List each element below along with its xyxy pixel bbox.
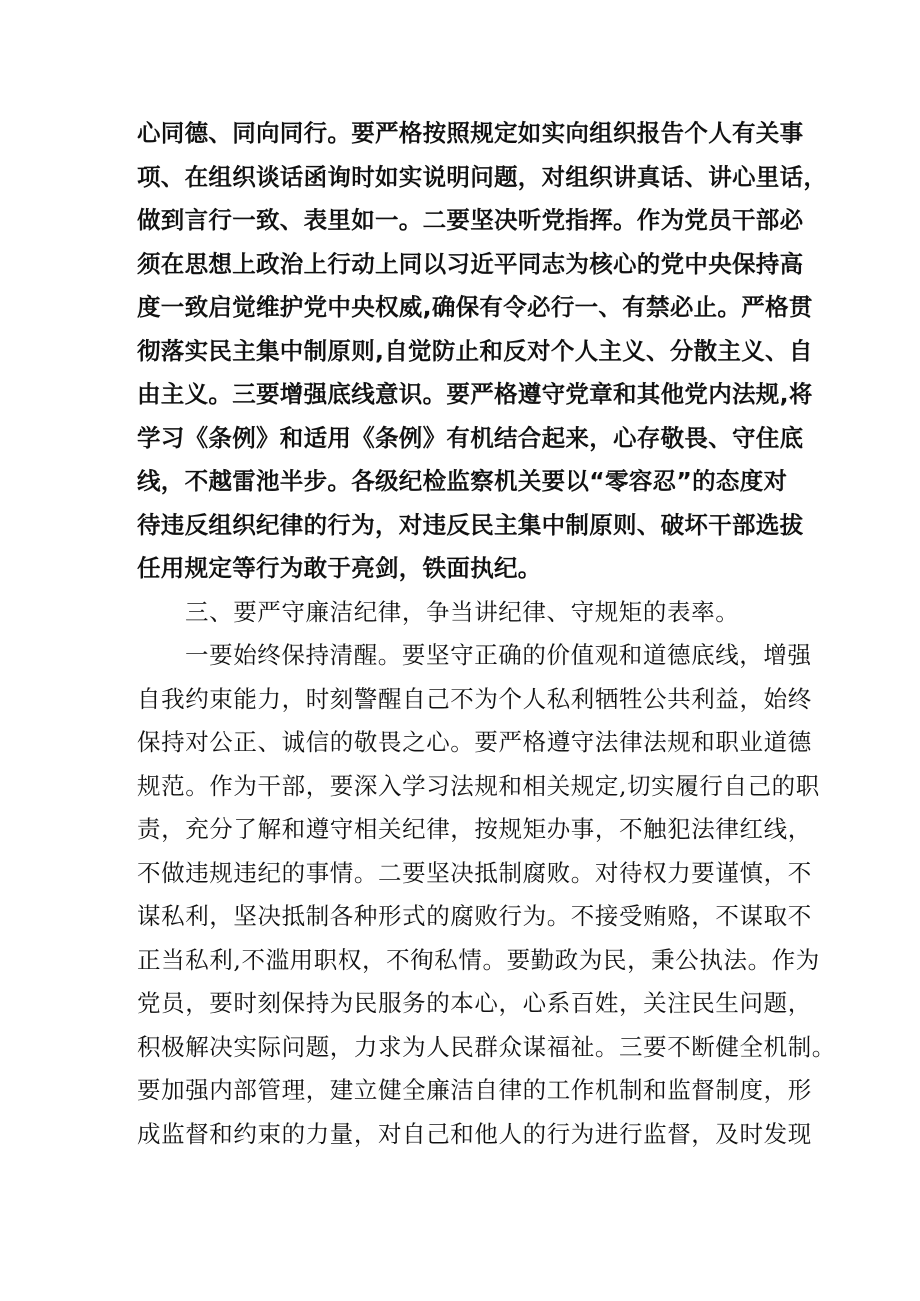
text-line: 规范。作为干部，要深入学习法规和相关规定,切实履行自己的职 [137,771,820,800]
text-line: 做到言行一致、表里如一。二要坚决听党指挥。作为党员干部必 [137,206,804,234]
section-three [137,591,836,1157]
text-line: 线，不越雷池半步。各级纪检监察机关要以“零容忍”的态度对 [137,467,788,495]
text-line: 度一致启觉维护党中央权威,确保有令必行一、有禁必止。严格贯 [137,293,813,321]
text-line: 积极解决实际问题，力求为人民群众谋福祉。三要不断健全机制。 [137,1032,836,1061]
text-line: 保持对公正、诚信的敬畏之心。要严格遵守法律法规和职业道德 [137,728,812,756]
section-heading: 三、要严守廉洁纪律，争当讲纪律、守规矩的表率。 [185,597,740,626]
text-line: 正当私利,不滥用职权，不徇私情。要勤政为民，秉公执法。作为 [137,945,820,974]
text-line: 责，充分了解和遵守相关纪律，按规矩办事，不触犯法律红线， [137,815,812,843]
text-line: 一要始终保持清醒。要坚守正确的价值观和道德底线，增强 [185,641,812,669]
text-line: 要加强内部管理，建立健全廉洁自律的工作机制和监督制度，形 [137,1076,812,1104]
text-line: 任用规定等行为敢于亮剑，铁面执纪。 [137,554,542,582]
bold-paragraph [137,112,828,591]
text-line: 须在思想上政治上行动上同以习近平同志为核心的党中央保持高 [137,249,804,278]
text-line: 谋私利，坚决抵制各种形式的腐败行为。不接受贿赂，不谋取不 [137,902,812,930]
document-body [137,112,836,1156]
text-line: 心同德、同向同行。要严格按照规定如实向组织报告个人有关事 [137,119,804,147]
text-line: 不做违规违纪的事情。二要坚决抵制腐败。对待权力要谨慎，不 [137,858,812,887]
text-line: 待违反组织纪律的行为，对违反民主集中制原则、破坏干部选拔 [137,510,804,539]
text-line: 成监督和约束的力量，对自己和他人的行为进行监督，及时发现 [137,1119,812,1148]
text-line: 由主义。三要增强底线意识。要严格遵守党章和其他党内法规,将 [137,380,813,408]
text-line: 彻落实民主集中制原则,自觉防止和反对个人主义、分散主义、自 [137,336,813,365]
text-line: 自我约束能力，时刻警醒自己不为个人私利牺牲公共利益，始终 [137,684,812,713]
text-line: 党员，要时刻保持为民服务的本心，心系百姓，关注民生问题， [137,989,812,1017]
text-line: 项、在组织谈话函询时如实说明问题，对组织讲真话、讲心里话， [137,162,828,191]
text-line: 学习《条例》和适用《条例》有机结合起来，心存敬畏、守住底 [137,423,804,452]
